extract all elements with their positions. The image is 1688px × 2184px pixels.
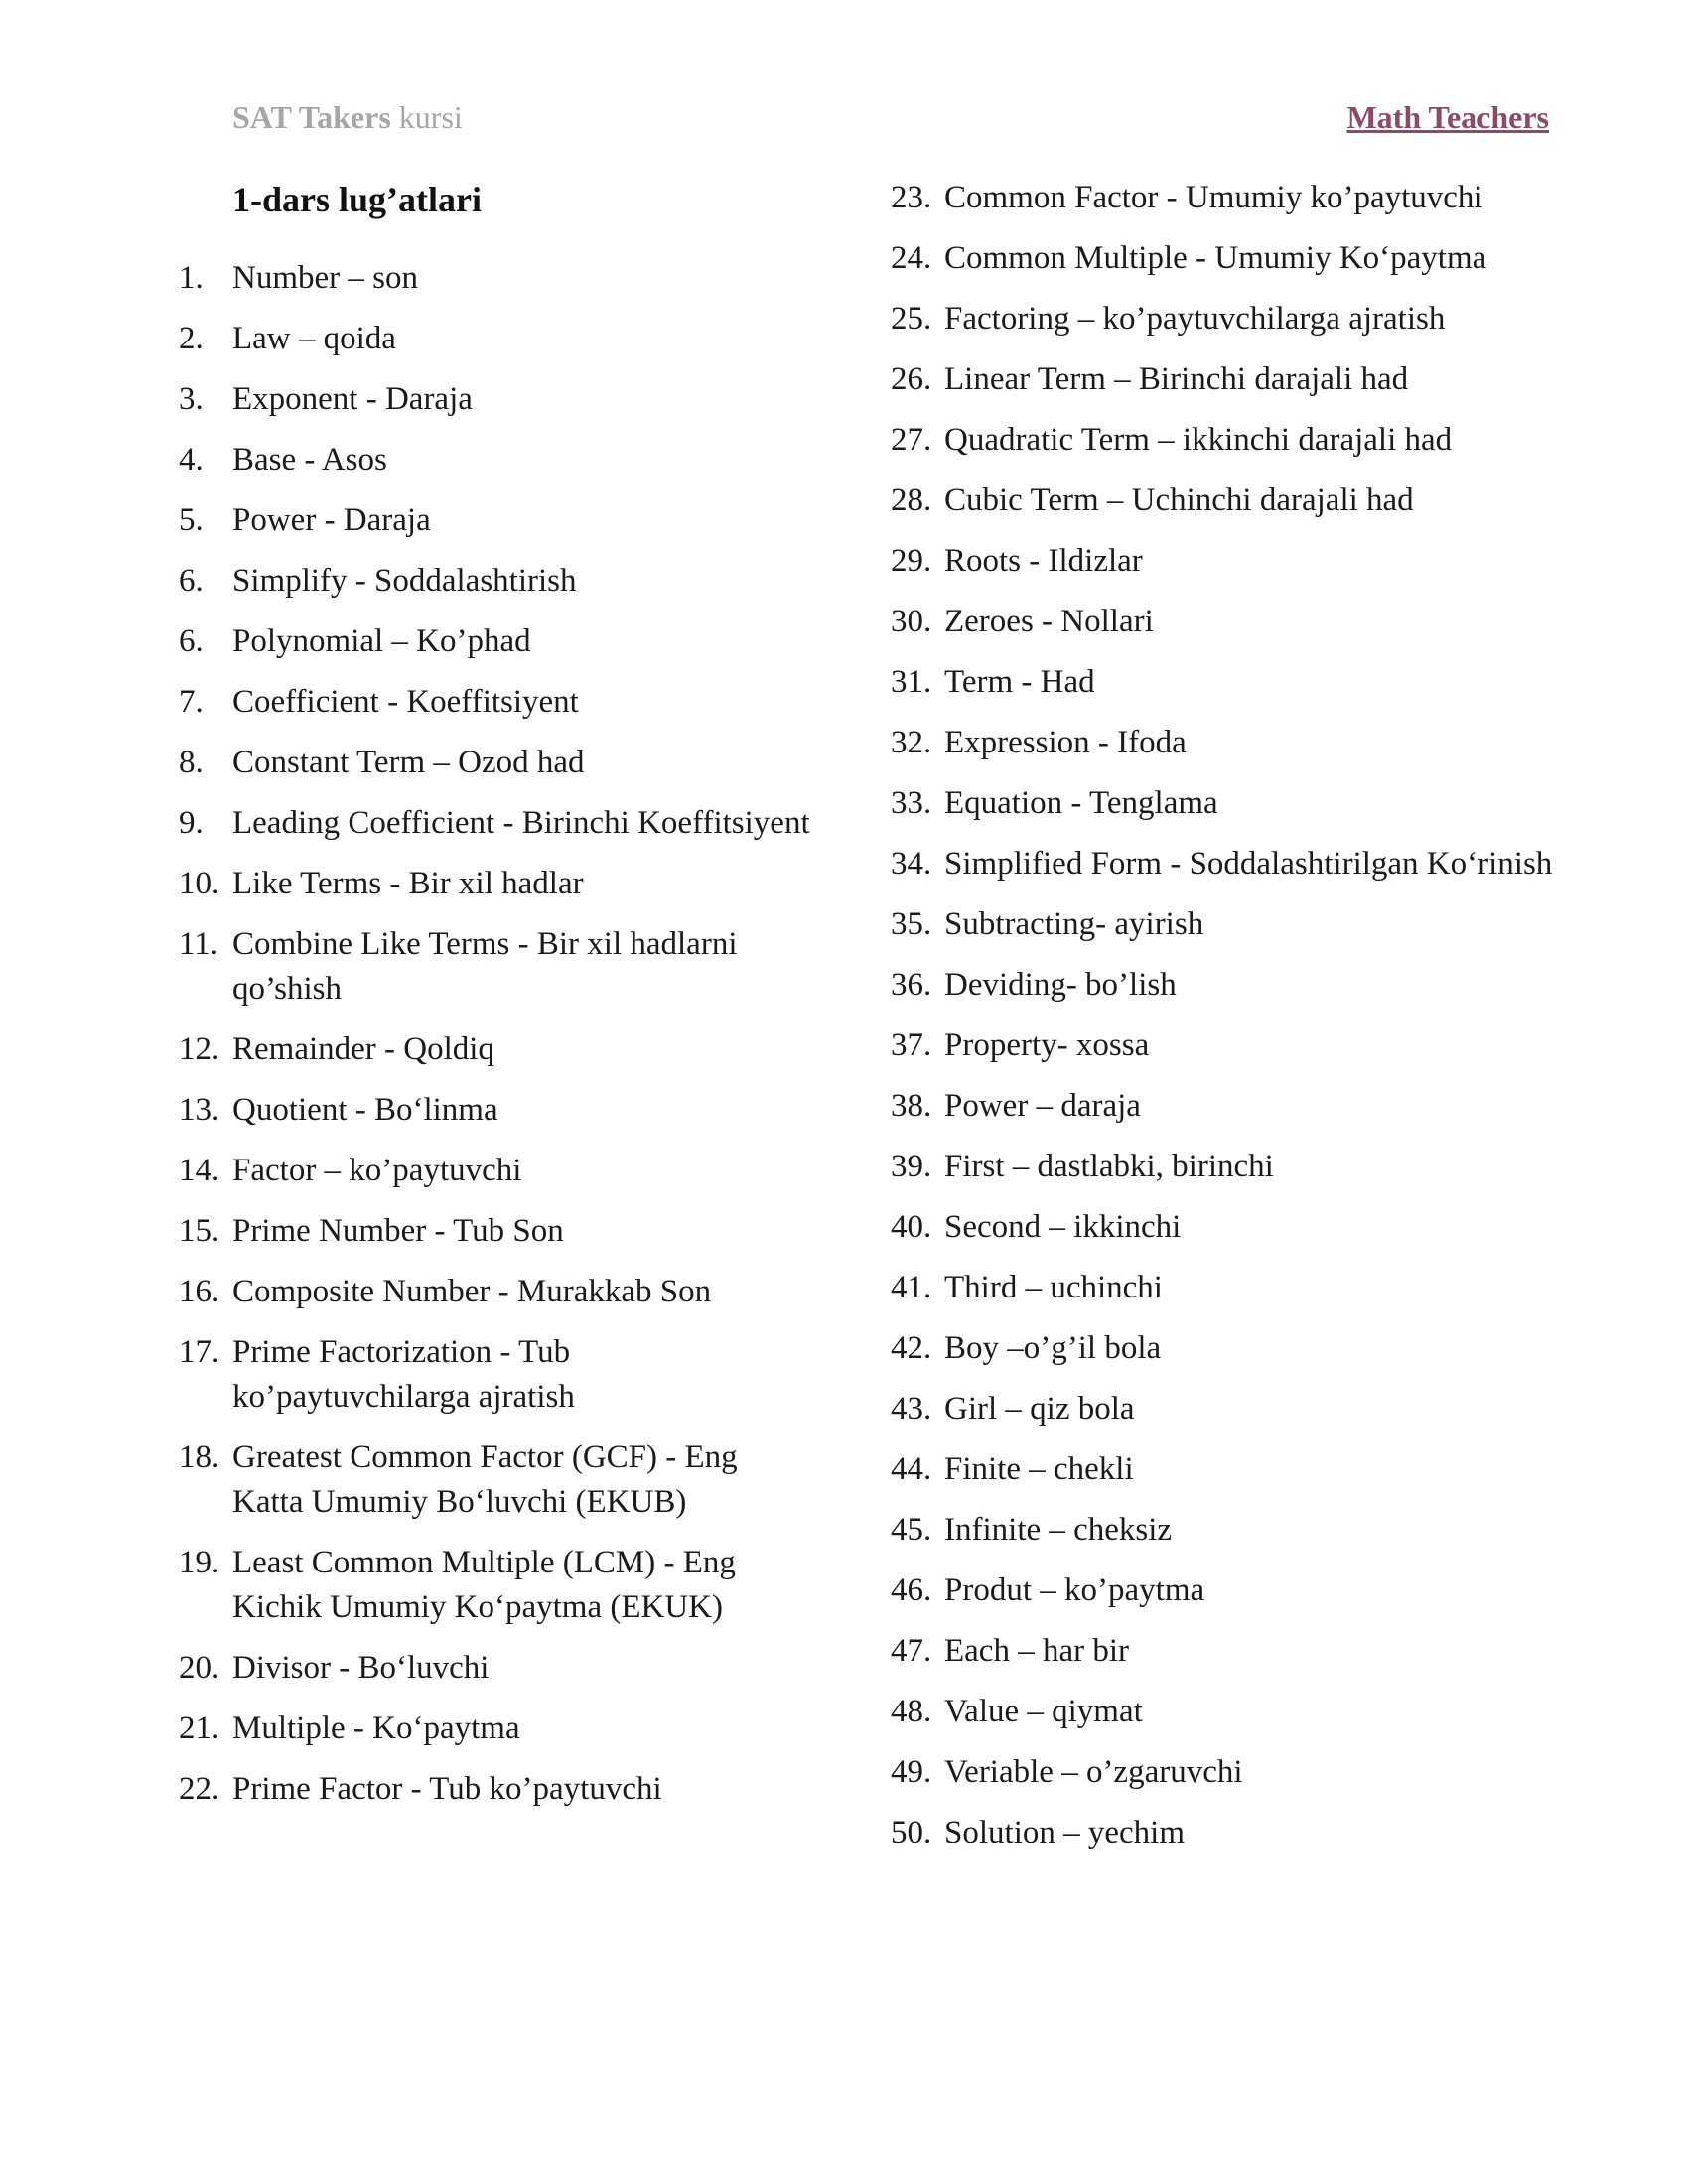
vocab-item-number: 6. (179, 563, 204, 599)
vocab-item-number: 36. (891, 967, 932, 1003)
vocab-item-number: 13. (179, 1092, 220, 1128)
vocab-item (891, 1447, 1586, 1492)
vocab-item (891, 600, 1586, 644)
vocab-item-text: Coefficient - Koeffitsiyent (232, 684, 579, 720)
vocab-item-number: 35. (891, 906, 932, 942)
vocab-item (891, 660, 1586, 705)
vocab-item-number: 3. (179, 381, 204, 417)
vocab-item (179, 498, 814, 543)
vocab-item-number: 4. (179, 442, 204, 478)
vocab-item-text: Produt – ko’paytma (944, 1572, 1205, 1608)
vocab-item-number: 18. (179, 1439, 220, 1475)
vocab-item-text: Quadratic Term – ikkinchi darajali had (944, 422, 1453, 458)
vocab-item-text: Number – son (232, 260, 418, 296)
vocab-item-number: 26. (891, 361, 932, 397)
vocab-item-text: Combine Like Terms - Bir xil hadlarni qo’shish (232, 926, 738, 1007)
vocab-item (891, 781, 1586, 826)
vocab-item-number: 21. (179, 1710, 220, 1746)
vocab-item (891, 1205, 1586, 1250)
vocab-item-text: Term - Had (944, 664, 1095, 700)
vocab-item-number: 44. (891, 1451, 932, 1487)
vocab-item (891, 418, 1586, 463)
vocab-item-number: 17. (179, 1334, 220, 1370)
vocab-item-text: Third – uchinchi (944, 1270, 1163, 1305)
vocab-item-text: Deviding- bo’lish (944, 967, 1177, 1003)
vocab-item-text: Zeroes - Nollari (944, 604, 1154, 639)
vocab-item-number: 46. (891, 1572, 932, 1608)
vocab-item-number: 16. (179, 1274, 220, 1309)
vocab-item-text: Expression - Ifoda (944, 725, 1187, 760)
vocab-item-number: 12. (179, 1031, 220, 1067)
vocab-item-text: Like Terms - Bir xil hadlar (232, 866, 584, 901)
vocab-item-text: Power – daraja (944, 1088, 1141, 1124)
vocab-item-text: Prime Factor - Tub ko’paytuvchi (232, 1771, 662, 1807)
vocab-item (179, 741, 814, 785)
vocab-item (179, 1646, 814, 1691)
vocab-item-text: Multiple - Ko‘paytma (232, 1710, 520, 1746)
vocab-item-text: Greatest Common Factor (GCF) - Eng Katta Umumiy Bo‘luvchi (EKUB) (232, 1439, 738, 1520)
vocab-item-text: Girl – qiz bola (944, 1391, 1135, 1427)
vocab-item-number: 34. (891, 846, 932, 882)
vocab-item-text: Prime Number - Tub Son (232, 1213, 564, 1249)
vocab-list-left (179, 256, 814, 1828)
vocab-item (179, 1209, 814, 1254)
vocab-item (891, 1145, 1586, 1189)
vocab-item-text: Each – har bir (944, 1633, 1129, 1669)
header-brand (232, 99, 463, 136)
vocab-item-number: 28. (891, 482, 932, 518)
vocab-item-number: 29. (891, 543, 932, 579)
vocab-item (179, 1541, 814, 1630)
vocab-item-text: Composite Number - Murakkab Son (232, 1274, 712, 1309)
vocab-item (891, 236, 1586, 281)
vocab-item-text: Simplified Form - Soddalashtirilgan Ko‘rinish (944, 846, 1553, 882)
page-title: 1-dars lug’atlari (232, 180, 482, 219)
vocab-item-number: 37. (891, 1027, 932, 1063)
vocab-item-number: 7. (179, 684, 204, 720)
vocab-item (179, 377, 814, 422)
vocab-item-number: 15. (179, 1213, 220, 1249)
vocab-item-number: 43. (891, 1391, 932, 1427)
vocab-item-text: Quotient - Bo‘linma (232, 1092, 498, 1128)
vocab-item-text: Law – qoida (232, 321, 396, 356)
vocab-item (891, 1690, 1586, 1734)
vocab-item-text: Least Common Multiple (LCM) - Eng Kichik Umumiy Ko‘paytma (EKUK) (232, 1545, 736, 1625)
vocab-item (179, 1767, 814, 1812)
vocab-item-number: 32. (891, 725, 932, 760)
vocab-item-text: Polynomial – Ko’phad (232, 623, 531, 659)
vocab-item-text: Second – ikkinchi (944, 1209, 1182, 1245)
vocab-item-text: Divisor - Bo‘luvchi (232, 1650, 490, 1686)
vocab-item (891, 1811, 1586, 1855)
vocab-item (179, 559, 814, 604)
vocab-item-number: 38. (891, 1088, 932, 1124)
vocab-item (179, 1435, 814, 1525)
vocab-item-number: 47. (891, 1633, 932, 1669)
vocab-item-text: Base - Asos (232, 442, 387, 478)
vocab-item-number: 39. (891, 1149, 932, 1184)
vocab-item-text: Infinite – cheksiz (944, 1512, 1173, 1548)
vocab-item (891, 1629, 1586, 1674)
vocab-item-text: Remainder - Qoldiq (232, 1031, 494, 1067)
vocab-item-number: 6. (179, 623, 204, 659)
vocab-item-text: Veriable – o’zgaruvchi (944, 1754, 1243, 1790)
vocab-item-text: Exponent - Daraja (232, 381, 473, 417)
vocab-item (179, 256, 814, 301)
vocab-item-text: Cubic Term – Uchinchi darajali had (944, 482, 1414, 518)
vocab-item (179, 1270, 814, 1314)
vocab-item (891, 1569, 1586, 1613)
brand-rest: kursi (398, 99, 463, 135)
vocab-item-number: 8. (179, 745, 204, 780)
vocab-item-text: Boy –o’g’il bola (944, 1330, 1162, 1366)
vocab-item-text: Constant Term – Ozod had (232, 745, 585, 780)
vocab-item (179, 801, 814, 846)
vocab-item (179, 1088, 814, 1133)
vocab-item (179, 1706, 814, 1751)
vocab-item (891, 539, 1586, 584)
vocab-item-text: Leading Coefficient - Birinchi Koeffitsiyent (232, 805, 810, 841)
vocab-item (891, 842, 1586, 887)
brand-bold: SAT Takers (232, 99, 391, 135)
vocab-item-number: 20. (179, 1650, 220, 1686)
vocab-item (891, 902, 1586, 947)
vocab-item-number: 2. (179, 321, 204, 356)
vocab-item-number: 49. (891, 1754, 932, 1790)
vocab-item-number: 30. (891, 604, 932, 639)
vocab-item-number: 45. (891, 1512, 932, 1548)
vocab-item (891, 1326, 1586, 1371)
vocab-item-number: 22. (179, 1771, 220, 1807)
vocab-item-number: 27. (891, 422, 932, 458)
vocab-item-text: Finite – chekli (944, 1451, 1134, 1487)
vocab-item (179, 317, 814, 361)
vocab-item-number: 5. (179, 502, 204, 538)
vocab-item (179, 680, 814, 725)
vocab-item-text: Factor – ko’paytuvchi (232, 1153, 522, 1188)
vocab-item-number: 42. (891, 1330, 932, 1366)
vocab-item-text: Solution – yechim (944, 1815, 1185, 1850)
vocab-item-text: Simplify - Soddalashtirish (232, 563, 577, 599)
vocab-item-text: First – dastlabki, birinchi (944, 1149, 1274, 1184)
vocab-item-text: Common Multiple - Umumiy Ko‘paytma (944, 240, 1487, 276)
vocab-item (891, 1508, 1586, 1553)
vocab-item (179, 862, 814, 906)
vocab-item-text: Value – qiymat (944, 1694, 1143, 1729)
vocab-item (179, 438, 814, 482)
vocab-item-number: 14. (179, 1153, 220, 1188)
vocab-item-text: Factoring – ko’paytuvchilarga ajratish (944, 301, 1446, 337)
vocab-item-text: Subtracting- ayirish (944, 906, 1204, 942)
vocab-list-right (891, 176, 1586, 1871)
vocab-item (891, 478, 1586, 523)
vocab-item-text: Equation - Tenglama (944, 785, 1218, 821)
vocab-item (891, 963, 1586, 1008)
vocab-item (891, 357, 1586, 402)
vocab-item (179, 1149, 814, 1193)
vocab-item (179, 1027, 814, 1072)
vocab-item (179, 922, 814, 1012)
header-link[interactable]: Math Teachers (1346, 99, 1549, 135)
vocab-item (891, 1084, 1586, 1129)
vocab-item (891, 1750, 1586, 1795)
vocab-item-text: Prime Factorization - Tub ko’paytuvchilarga ajratish (232, 1334, 575, 1415)
vocab-item (891, 1266, 1586, 1310)
vocab-item (891, 1387, 1586, 1432)
vocab-item-number: 19. (179, 1545, 220, 1580)
vocab-item (179, 1330, 814, 1420)
vocab-item (891, 1024, 1586, 1068)
vocab-item-text: Common Factor - Umumiy ko’paytuvchi (944, 180, 1483, 215)
vocab-item-text: Roots - Ildizlar (944, 543, 1143, 579)
vocab-item-number: 31. (891, 664, 932, 700)
vocab-item-number: 33. (891, 785, 932, 821)
vocab-item (179, 619, 814, 664)
vocab-item-number: 40. (891, 1209, 932, 1245)
vocab-item-number: 1. (179, 260, 204, 296)
vocab-item-number: 25. (891, 301, 932, 337)
vocab-item-number: 10. (179, 866, 220, 901)
vocab-item (891, 176, 1586, 220)
vocab-item-number: 48. (891, 1694, 932, 1729)
vocab-item-text: Linear Term – Birinchi darajali had (944, 361, 1409, 397)
vocab-item-text: Property- xossa (944, 1027, 1150, 1063)
vocab-item (891, 297, 1586, 341)
vocab-item-number: 24. (891, 240, 932, 276)
vocab-item-number: 23. (891, 180, 932, 215)
vocab-item-number: 11. (179, 926, 219, 962)
vocab-item-text: Power - Daraja (232, 502, 431, 538)
vocab-item (891, 721, 1586, 765)
vocab-item-number: 50. (891, 1815, 932, 1850)
vocab-item-number: 9. (179, 805, 204, 841)
vocab-item-number: 41. (891, 1270, 932, 1305)
